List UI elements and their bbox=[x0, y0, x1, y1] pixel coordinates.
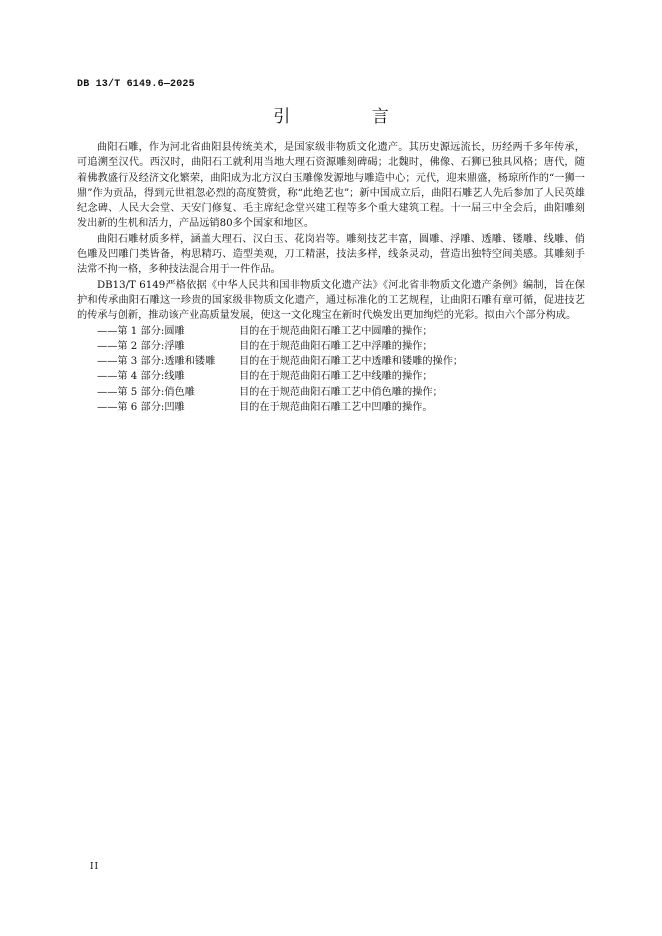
introduction-body bbox=[77, 140, 585, 415]
list-item bbox=[77, 339, 585, 354]
paragraph-history: 曲阳石雕，作为河北省曲阳县传统美术，是国家级非物质文化遗产。其历史源远流长，历经两千多年传承，可追溯至汉代。西汉时，曲阳石工就利用当地大理石资源雕刻碑碣；北魏时，佛像、石狮已独具风格；唐代，随着佛教盛行及经济文化繁荣，曲阳成为北方汉白玉雕像发源地与雕造中心；元代，迎来鼎盛，杨琼所作的“一狮一鼎”作为贡品，得到元世祖忽必烈的高度赞赏，称“此绝艺也”；新中国成立后，曲阳石雕艺人先后参加了人民英雄纪念碑、人民大会堂、天安门修复、毛主席纪念堂兴建工程等多个重大建筑工程。十一届三中全会后，曲阳雕刻发出新的生机和活力，产品远销80多个国家和地区。 bbox=[77, 142, 585, 230]
part-label: ——第 6 部分:凹雕 bbox=[97, 402, 185, 414]
part-label: ——第 2 部分:浮雕 bbox=[97, 340, 185, 352]
list-item bbox=[77, 369, 585, 384]
page-number: II bbox=[90, 862, 100, 872]
part-description: 目的在于规范曲阳石雕工艺中线雕的操作； bbox=[239, 371, 433, 383]
part-description: 目的在于规范曲阳石雕工艺中圆雕的操作； bbox=[239, 325, 433, 337]
page-title: 引 言 bbox=[273, 107, 427, 127]
part-description: 目的在于规范曲阳石雕工艺中浮雕的操作； bbox=[239, 340, 433, 352]
list-item bbox=[77, 354, 585, 369]
document-code: DB 13/T 6149.6—2025 bbox=[77, 79, 195, 90]
paragraph-materials: 曲阳石雕材质多样，涵盖大理石、汉白玉、花岗岩等。雕刻技艺丰富，圆雕、浮雕、透雕、镂雕、线雕、俏色雕及凹雕门类皆备，构思精巧、造型美观，刀工精湛，技法多样，线条灵动，营造出独特空间美感。其雕刻手法常不拘一格，多种技法混合用于一件作品。 bbox=[77, 233, 585, 276]
part-label: ——第 1 部分:圆雕 bbox=[97, 325, 185, 337]
part-description: 目的在于规范曲阳石雕工艺中俏色雕的操作； bbox=[239, 386, 443, 398]
part-label: ——第 3 部分:透雕和镂雕 bbox=[97, 356, 216, 368]
part-description: 目的在于规范曲阳石雕工艺中透雕和镂雕的操作； bbox=[239, 356, 464, 368]
part-description: 目的在于规范曲阳石雕工艺中凹雕的操作。 bbox=[239, 402, 433, 414]
paragraph-standard: DB13/T 6149严格依据《中华人民共和国非物质文化遗产法》《河北省非物质文化遗产条例》编制，旨在保护和传承曲阳石雕这一珍贵的国家级非物质文化遗产，通过标准化的工艺规程，让曲阳石雕有章可循，促进技艺的传承与创新，推动该产业高质量发展，使这一文化瑰宝在新时代焕发出更加绚烂的光彩。拟由六个部分构成。 bbox=[77, 279, 585, 322]
part-label: ——第 5 部分:俏色雕 bbox=[97, 386, 195, 398]
list-item bbox=[77, 385, 585, 400]
list-item bbox=[77, 400, 585, 415]
part-label: ——第 4 部分:线雕 bbox=[97, 371, 185, 383]
list-item bbox=[77, 324, 585, 339]
parts-list bbox=[77, 324, 585, 416]
